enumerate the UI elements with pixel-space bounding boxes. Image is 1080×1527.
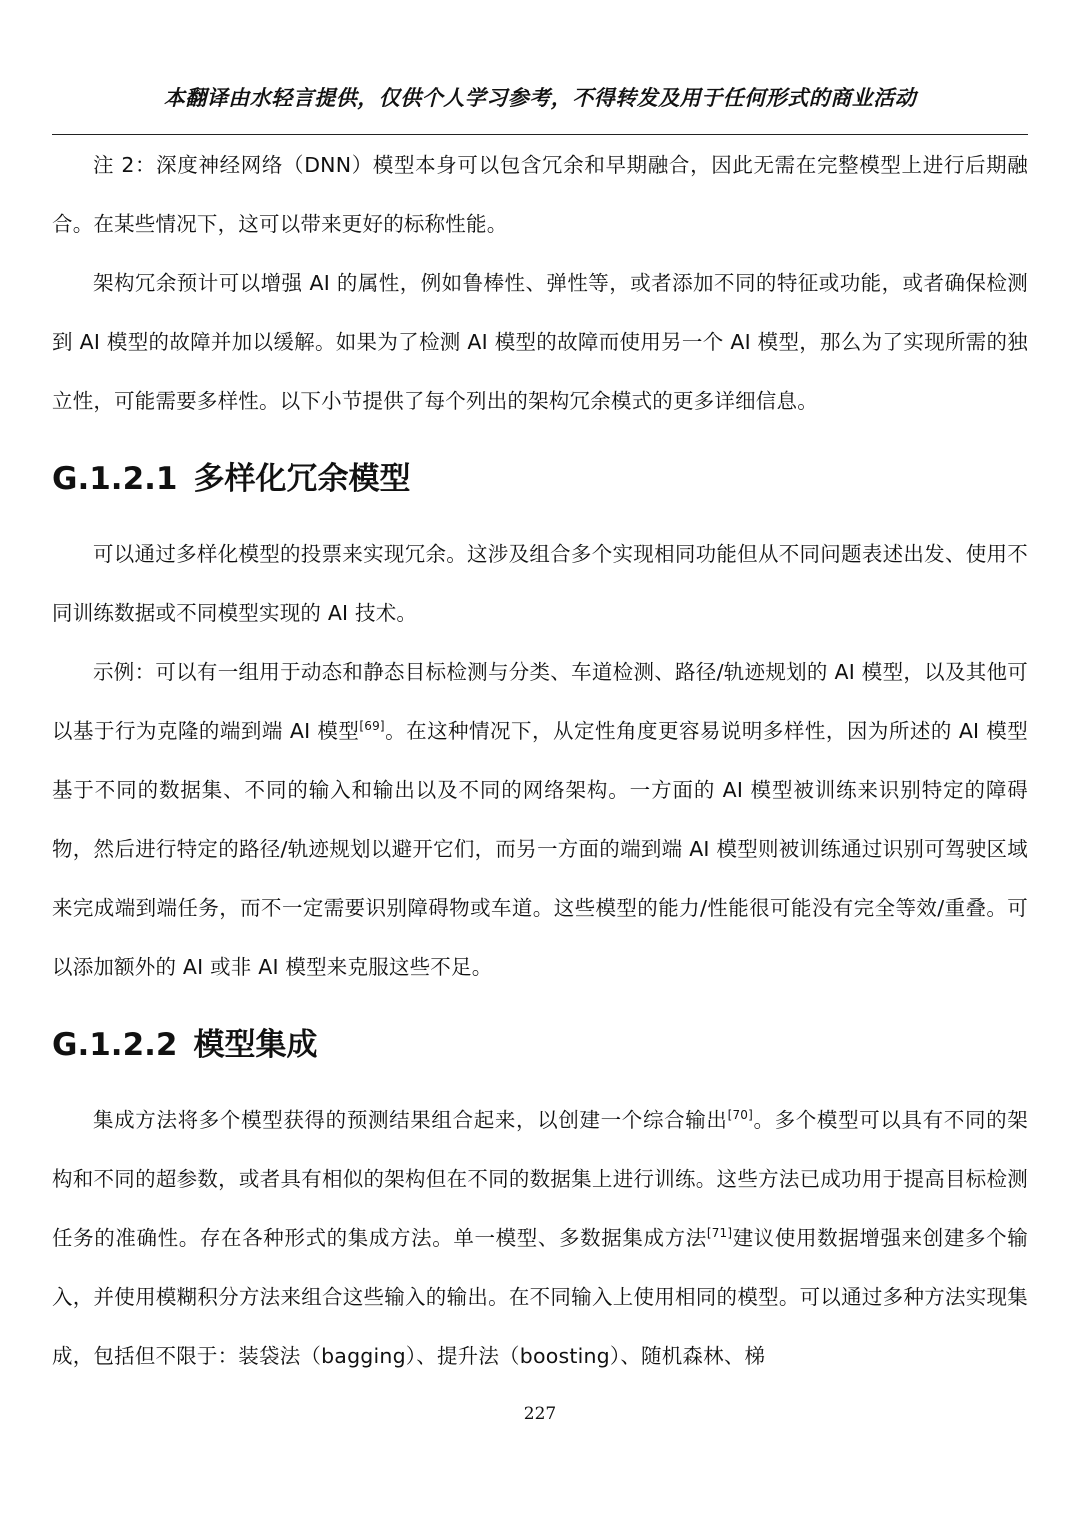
architecture-redundancy-paragraph: 架构冗余预计可以增强 AI 的属性，例如鲁棒性、弹性等，或者添加不同的特征或功能，或者确保检测到 AI 模型的故障并加以缓解。如果为了检测 AI 模型的故障而使用另一个 AI 模型，那么为了实现所需的独立性，可能需要多样性。以下小节提供了每个列出的架构冗余模式的更多详细信息。 <box>52 271 1028 413</box>
section-number: G.1.2.2 <box>52 1027 178 1063</box>
citation-70: [70] <box>727 1108 754 1123</box>
diverse-redundancy-paragraph: 可以通过多样化模型的投票来实现冗余。这涉及组合多个实现相同功能但从不同问题表述出发、使用不同训练数据或不同模型实现的 AI 技术。 <box>52 542 1028 625</box>
section-heading-g1-2-2 <box>52 997 1028 1091</box>
section-title: 模型集成 <box>193 1027 318 1063</box>
ensemble-paragraph <box>52 1091 1028 1386</box>
page-number: 227 <box>523 1404 557 1424</box>
example-text-part-1: 示例：可以有一组用于动态和静态目标检测与分类、车道检测、路径/轨迹规划的 AI 模型，以及其他可以基于行为克隆的端到端 AI 模型 <box>52 660 1028 743</box>
header-divider <box>52 134 1028 135</box>
example-text-part-2: 。在这种情况下，从定性角度更容易说明多样性，因为所述的 AI 模型基于不同的数据集、不同的输入和输出以及不同的网络架构。一方面的 AI 模型被训练来识别特定的障碍物，然后进行特定的路径/轨迹规划以避开它们，而另一方面的端到端 AI 模型则被训练通过识别可驾驶区域来完成端到端任务，而不一定需要识别障碍物或车道。这些模型的能力/性能很可能没有完全等效/重叠。可以添加额外的 AI 或非 AI 模型来克服这些不足。 <box>52 719 1028 979</box>
example-paragraph <box>52 643 1028 997</box>
section-heading-g1-2-1 <box>52 431 1028 525</box>
citation-69: [69] <box>359 719 385 734</box>
translation-notice-header: 本翻译由水轻言提供，仅供个人学习参考，不得转发及用于任何形式的商业活动 <box>163 86 917 110</box>
ensemble-text-part-3: 建议使用数据增强来创建多个输入，并使用模糊积分方法来组合这些输入的输出。在不同输入上使用相同的模型。可以通过多种方法实现集成，包括但不限于：装袋法（bagging）、提升法（boosting）、随机森林、梯 <box>52 1226 1028 1368</box>
section-title: 多样化冗余模型 <box>193 461 411 497</box>
ensemble-text-part-2: 。多个模型可以具有不同的架构和不同的超参数，或者具有相似的架构但在不同的数据集上进行训练。这些方法已成功用于提高目标检测任务的准确性。存在各种形式的集成方法。单一模型、多数据集成方法 <box>52 1108 1028 1250</box>
ensemble-text-part-1: 集成方法将多个模型获得的预测结果组合起来，以创建一个综合输出 <box>93 1108 728 1132</box>
citation-71: [71] <box>706 1226 733 1241</box>
page-body <box>52 136 1028 1386</box>
section-number: G.1.2.1 <box>52 461 178 497</box>
note-2-paragraph: 注 2：深度神经网络（DNN）模型本身可以包含冗余和早期融合，因此无需在完整模型上进行后期融合。在某些情况下，这可以带来更好的标称性能。 <box>52 153 1028 236</box>
